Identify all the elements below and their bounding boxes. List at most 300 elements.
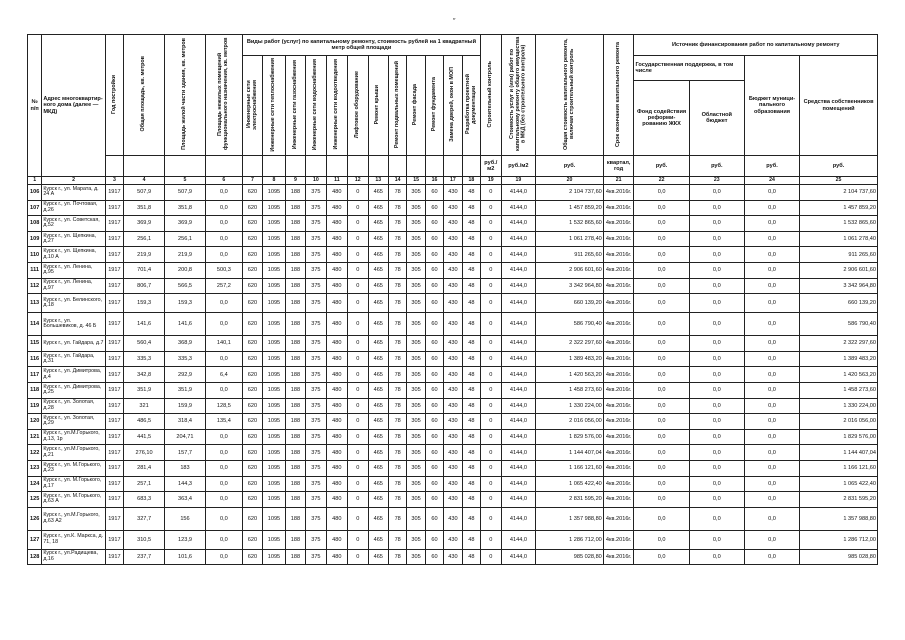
work-cost-cell: 48 [462,492,480,508]
table-row [28,492,878,508]
work-cost-cell: 188 [285,336,305,352]
work-cost-cell: 60 [425,492,443,508]
year-cell: 1917 [105,336,123,352]
year-cell: 1917 [105,278,123,294]
work-cost-cell: 430 [444,216,462,232]
control-cell: 0 [481,549,501,565]
nonliving-area-cell: 0,0 [205,200,242,216]
control-cell: 0 [481,476,501,492]
fund-cell: 0,0 [634,429,689,445]
total-area-cell: 321 [124,398,165,414]
regional-cell: 0,0 [689,507,744,530]
regional-cell: 0,0 [689,216,744,232]
nonliving-area-cell: 0,0 [205,351,242,367]
column-number: 12 [348,177,368,185]
work-cost-cell: 78 [388,549,406,565]
work-cost-cell: 375 [306,549,326,565]
cost-per-m2-cell: 4144,0 [501,336,536,352]
table-row [28,429,878,445]
total-cost-cell: 1 389 483,20 [536,351,604,367]
work-cost-cell: 480 [326,231,347,247]
total-area-cell: 327,7 [124,507,165,530]
total-cost-cell: 1 357 988,80 [536,507,604,530]
work-cost-cell: 375 [306,313,326,336]
living-area-cell: 318,4 [165,414,206,430]
living-area-cell: 204,71 [165,429,206,445]
deadline-cell: 4кв.2016г. [603,549,634,565]
address-cell: Курск г., ул. Ленина, д.97 [42,278,105,294]
living-area-cell: 159,9 [165,398,206,414]
table-row [28,351,878,367]
work-cost-cell: 78 [388,507,406,530]
address-cell: Курск г., ул.М.Горького, д.13, 1р [42,429,105,445]
year-cell: 1917 [105,247,123,263]
cost-per-m2-cell: 4144,0 [501,429,536,445]
work-cost-cell: 60 [425,382,443,398]
work-cost-cell: 305 [407,231,425,247]
nonliving-area-cell: 0,0 [205,247,242,263]
work-cost-cell: 0 [348,336,368,352]
work-cost-cell: 430 [444,460,462,476]
nonliving-area-cell: 0,0 [205,530,242,549]
address-cell: Курск г., ул. Гайдара, д.7 [42,336,105,352]
column-number: 14 [388,177,406,185]
cost-per-m2-cell: 4144,0 [501,398,536,414]
fund-cell: 0,0 [634,382,689,398]
work-cost-cell: 1095 [263,313,286,336]
fund-cell: 0,0 [634,445,689,461]
municipal-cell: 0,0 [744,336,799,352]
work-cost-cell: 480 [326,185,347,201]
cost-per-m2-cell: 4144,0 [501,507,536,530]
work-cost-cell: 480 [326,460,347,476]
table-row [28,247,878,263]
work-cost-cell: 465 [368,262,388,278]
work-cost-cell: 188 [285,200,305,216]
municipal-cell: 0,0 [744,414,799,430]
header-finance-group: Источник финансирования работ по капитальному ремонту [634,35,878,56]
control-cell: 0 [481,262,501,278]
work-cost-cell: 0 [348,414,368,430]
nonliving-area-cell: 0,0 [205,549,242,565]
work-cost-cell: 480 [326,382,347,398]
work-cost-cell: 78 [388,476,406,492]
total-cost-cell: 985 028,80 [536,549,604,565]
work-cost-cell: 430 [444,247,462,263]
deadline-cell: 4кв.2016г. [603,507,634,530]
work-cost-cell: 1095 [263,492,286,508]
table-row [28,460,878,476]
work-cost-cell: 1095 [263,278,286,294]
header-work-7: Ремонт крыши [368,56,388,156]
living-area-cell: 368,9 [165,336,206,352]
year-cell: 1917 [105,216,123,232]
living-area-cell: 566,5 [165,278,206,294]
total-area-cell: 219,9 [124,247,165,263]
living-area-cell: 363,4 [165,492,206,508]
work-cost-cell: 375 [306,445,326,461]
regional-cell: 0,0 [689,530,744,549]
cost-per-m2-cell: 4144,0 [501,216,536,232]
work-cost-cell: 430 [444,414,462,430]
work-cost-cell: 188 [285,476,305,492]
column-number: 10 [306,177,326,185]
cost-per-m2-cell: 4144,0 [501,200,536,216]
regional-cell: 0,0 [689,460,744,476]
cost-per-m2-cell: 4144,0 [501,313,536,336]
fund-cell: 0,0 [634,247,689,263]
work-cost-cell: 0 [348,492,368,508]
work-cost-cell: 305 [407,414,425,430]
year-cell: 1917 [105,492,123,508]
work-cost-cell: 188 [285,185,305,201]
regional-cell: 0,0 [689,336,744,352]
living-area-cell: 141,6 [165,313,206,336]
row-number: 121 [28,429,42,445]
unit-regional: руб. [689,156,744,177]
total-area-cell: 351,9 [124,382,165,398]
work-cost-cell: 48 [462,351,480,367]
owners-cell: 1 065 422,40 [800,476,878,492]
header-municipal: Бюджет муници-пального образования [744,56,799,156]
work-cost-cell: 465 [368,367,388,383]
address-cell: Курск г., ул.Радищева, д.16 [42,549,105,565]
column-number: 1 [28,177,42,185]
work-cost-cell: 480 [326,414,347,430]
fund-cell: 0,0 [634,351,689,367]
work-cost-cell: 620 [242,278,262,294]
fund-cell: 0,0 [634,460,689,476]
fund-cell: 0,0 [634,294,689,313]
column-number: 3 [105,177,123,185]
work-cost-cell: 430 [444,231,462,247]
nonliving-area-cell: 500,3 [205,262,242,278]
row-number: 113 [28,294,42,313]
total-area-cell: 701,4 [124,262,165,278]
column-number: 6 [205,177,242,185]
work-cost-cell: 430 [444,445,462,461]
work-cost-cell: 620 [242,247,262,263]
work-cost-cell: 48 [462,445,480,461]
work-cost-cell: 465 [368,382,388,398]
table-row [28,414,878,430]
total-area-cell: 141,6 [124,313,165,336]
work-cost-cell: 0 [348,294,368,313]
work-cost-cell: 188 [285,398,305,414]
deadline-cell: 4кв.2016г. [603,313,634,336]
work-cost-cell: 620 [242,336,262,352]
work-cost-cell: 188 [285,492,305,508]
municipal-cell: 0,0 [744,231,799,247]
row-number: 120 [28,414,42,430]
header-nonliving-area: Площадь нежилых помещений функционального назначения, кв. метров [205,35,242,156]
work-cost-cell: 48 [462,429,480,445]
regional-cell: 0,0 [689,445,744,461]
table-row [28,216,878,232]
fund-cell: 0,0 [634,262,689,278]
work-cost-cell: 60 [425,460,443,476]
column-number: 4 [124,177,165,185]
row-number: 128 [28,549,42,565]
column-number: 17 [444,177,462,185]
address-cell: Курск г., ул. Гайдара, д.31 [42,351,105,367]
header-work-10: Ремонт фундамента [425,56,443,156]
work-cost-cell: 78 [388,492,406,508]
regional-cell: 0,0 [689,185,744,201]
nonliving-area-cell: 0,0 [205,507,242,530]
work-cost-cell: 465 [368,414,388,430]
work-cost-cell: 305 [407,185,425,201]
total-area-cell: 351,8 [124,200,165,216]
work-cost-cell: 480 [326,351,347,367]
nonliving-area-cell: 0,0 [205,476,242,492]
work-cost-cell: 1095 [263,429,286,445]
header-work-2: Инженерные сети теплоснабжения [263,56,286,156]
control-cell: 0 [481,414,501,430]
cost-per-m2-cell: 4144,0 [501,351,536,367]
total-cost-cell: 2 016 056,00 [536,414,604,430]
fund-cell: 0,0 [634,476,689,492]
work-cost-cell: 60 [425,185,443,201]
work-cost-cell: 1095 [263,247,286,263]
control-cell: 0 [481,278,501,294]
work-cost-cell: 0 [348,247,368,263]
work-cost-cell: 430 [444,262,462,278]
work-cost-cell: 620 [242,185,262,201]
work-cost-cell: 188 [285,313,305,336]
living-area-cell: 159,3 [165,294,206,313]
deadline-cell: 4кв.2016г. [603,414,634,430]
owners-cell: 2 831 595,20 [800,492,878,508]
nonliving-area-cell: 0,0 [205,382,242,398]
row-number: 116 [28,351,42,367]
header-state-support: Государственная поддержка, в том числе [634,56,744,81]
cost-per-m2-cell: 4144,0 [501,492,536,508]
owners-cell: 2 906 601,60 [800,262,878,278]
work-cost-cell: 48 [462,382,480,398]
address-cell: Курск г., ул. Золотая, д.29 [42,414,105,430]
row-number: 115 [28,336,42,352]
work-cost-cell: 375 [306,460,326,476]
control-cell: 0 [481,492,501,508]
work-cost-cell: 60 [425,414,443,430]
work-cost-cell: 375 [306,492,326,508]
total-cost-cell: 1 061 278,40 [536,231,604,247]
column-number: 2 [42,177,105,185]
cost-per-m2-cell: 4144,0 [501,382,536,398]
total-area-cell: 281,4 [124,460,165,476]
header-cost-per-m2: Стоимость услуг и (или) работ по капитальному ремонту общего имущества в МКД (без строительного контроля) [501,35,536,156]
table-row [28,262,878,278]
living-area-cell: 369,9 [165,216,206,232]
total-cost-cell: 1 330 224,00 [536,398,604,414]
work-cost-cell: 430 [444,429,462,445]
work-cost-cell: 305 [407,382,425,398]
work-cost-cell: 60 [425,200,443,216]
work-cost-cell: 1095 [263,445,286,461]
work-cost-cell: 188 [285,530,305,549]
control-cell: 0 [481,231,501,247]
work-cost-cell: 0 [348,549,368,565]
year-cell: 1917 [105,445,123,461]
owners-cell: 1 457 859,20 [800,200,878,216]
deadline-cell: 4кв.2016г. [603,460,634,476]
work-cost-cell: 60 [425,530,443,549]
column-number: 19 [501,177,536,185]
work-cost-cell: 465 [368,200,388,216]
living-area-cell: 256,1 [165,231,206,247]
fund-cell: 0,0 [634,185,689,201]
cost-per-m2-cell: 4144,0 [501,247,536,263]
municipal-cell: 0,0 [744,216,799,232]
work-cost-cell: 1095 [263,351,286,367]
work-cost-cell: 0 [348,351,368,367]
work-cost-cell: 430 [444,549,462,565]
fund-cell: 0,0 [634,530,689,549]
regional-cell: 0,0 [689,382,744,398]
nonliving-area-cell: 0,0 [205,231,242,247]
fund-cell: 0,0 [634,414,689,430]
municipal-cell: 0,0 [744,492,799,508]
total-cost-cell: 660 139,20 [536,294,604,313]
work-cost-cell: 48 [462,414,480,430]
cost-per-m2-cell: 4144,0 [501,549,536,565]
address-cell: Курск г., ул. Щепкина, д.27 [42,231,105,247]
living-area-cell: 123,9 [165,530,206,549]
page-number: ″ [453,18,456,25]
work-cost-cell: 305 [407,262,425,278]
deadline-cell: 4кв.2016г. [603,200,634,216]
nonliving-area-cell: 257,2 [205,278,242,294]
work-cost-cell: 1095 [263,336,286,352]
work-cost-cell: 78 [388,216,406,232]
work-cost-cell: 48 [462,530,480,549]
work-cost-cell: 480 [326,313,347,336]
work-cost-cell: 1095 [263,231,286,247]
header-work-4: Инженерные сети водоснабжения [306,56,326,156]
work-cost-cell: 1095 [263,185,286,201]
work-cost-cell: 305 [407,530,425,549]
municipal-cell: 0,0 [744,262,799,278]
work-cost-cell: 375 [306,429,326,445]
work-cost-cell: 60 [425,507,443,530]
work-cost-cell: 480 [326,492,347,508]
municipal-cell: 0,0 [744,351,799,367]
living-area-cell: 156 [165,507,206,530]
regional-cell: 0,0 [689,294,744,313]
total-area-cell: 237,7 [124,549,165,565]
column-number: 19 [481,177,501,185]
work-cost-cell: 375 [306,351,326,367]
work-cost-cell: 430 [444,530,462,549]
fund-cell: 0,0 [634,367,689,383]
table-body [28,185,878,565]
address-cell: Курск г., ул. М.Горького, д.23 [42,460,105,476]
work-cost-cell: 430 [444,278,462,294]
work-cost-cell: 620 [242,414,262,430]
column-number: 5 [165,177,206,185]
total-cost-cell: 1 144 407,04 [536,445,604,461]
column-number: 15 [407,177,425,185]
header-regional: Областной бюджет [689,81,744,156]
work-cost-cell: 48 [462,507,480,530]
work-cost-cell: 305 [407,398,425,414]
work-cost-cell: 480 [326,262,347,278]
work-cost-cell: 48 [462,278,480,294]
work-cost-cell: 188 [285,549,305,565]
owners-cell: 1 061 278,40 [800,231,878,247]
work-cost-cell: 78 [388,382,406,398]
table-row [28,278,878,294]
cost-per-m2-cell: 4144,0 [501,278,536,294]
municipal-cell: 0,0 [744,278,799,294]
work-cost-cell: 78 [388,460,406,476]
fund-cell: 0,0 [634,231,689,247]
work-cost-cell: 620 [242,530,262,549]
address-cell: Курск г., ул. Большевиков, д. 46 Б [42,313,105,336]
work-cost-cell: 48 [462,200,480,216]
work-cost-cell: 305 [407,445,425,461]
cost-per-m2-cell: 4144,0 [501,414,536,430]
regional-cell: 0,0 [689,429,744,445]
fund-cell: 0,0 [634,492,689,508]
column-number: 8 [263,177,286,185]
work-cost-cell: 480 [326,549,347,565]
total-cost-cell: 1 532 865,60 [536,216,604,232]
owners-cell: 2 016 056,00 [800,414,878,430]
work-cost-cell: 48 [462,294,480,313]
total-cost-cell: 2 322 297,60 [536,336,604,352]
work-cost-cell: 78 [388,351,406,367]
work-cost-cell: 0 [348,278,368,294]
work-cost-cell: 60 [425,549,443,565]
total-area-cell: 806,7 [124,278,165,294]
row-number: 110 [28,247,42,263]
cost-per-m2-cell: 4144,0 [501,476,536,492]
work-cost-cell: 375 [306,294,326,313]
control-cell: 0 [481,336,501,352]
work-cost-cell: 305 [407,278,425,294]
work-cost-cell: 0 [348,398,368,414]
regional-cell: 0,0 [689,231,744,247]
work-cost-cell: 60 [425,231,443,247]
deadline-cell: 4кв.2016г. [603,476,634,492]
work-cost-cell: 620 [242,262,262,278]
control-cell: 0 [481,200,501,216]
header-living-area: Площадь жилой части здания, кв. метров [165,35,206,156]
work-cost-cell: 430 [444,200,462,216]
header-no: № п/п [28,35,42,177]
year-cell: 1917 [105,367,123,383]
control-cell: 0 [481,294,501,313]
owners-cell: 1 829 576,00 [800,429,878,445]
work-cost-cell: 480 [326,200,347,216]
living-area-cell: 219,9 [165,247,206,263]
work-cost-cell: 620 [242,429,262,445]
total-cost-cell: 1 286 712,00 [536,530,604,549]
owners-cell: 1 532 865,60 [800,216,878,232]
table-row [28,185,878,201]
deadline-cell: 4кв.2016г. [603,294,634,313]
work-cost-cell: 375 [306,185,326,201]
address-cell: Курск г., ул. Марата, д. 24 А [42,185,105,201]
address-cell: Курск г., ул.М.Горького, д.21 [42,445,105,461]
total-cost-cell: 1 065 422,40 [536,476,604,492]
work-cost-cell: 620 [242,200,262,216]
row-number: 114 [28,313,42,336]
work-cost-cell: 430 [444,313,462,336]
work-cost-cell: 1095 [263,460,286,476]
